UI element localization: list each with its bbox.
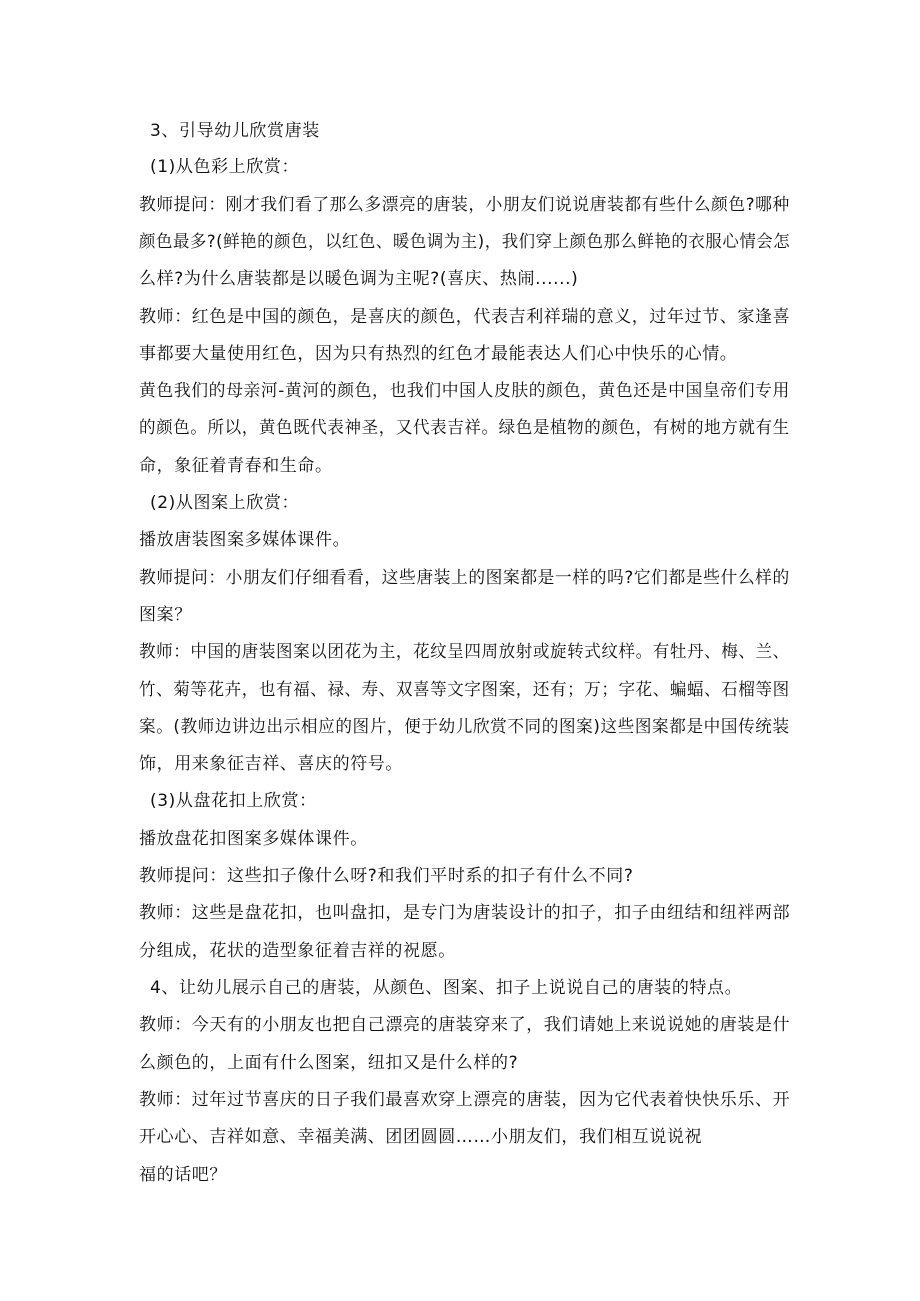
- paragraph-line: 么样?为什么唐装都是以暖色调为主呢?(喜庆、热闹......): [139, 269, 579, 289]
- paragraph-line: 教师提问：这些扣子像什么呀?和我们平时系的扣子有什么不同?: [139, 866, 634, 886]
- paragraph-line: 教师提问：小朋友们仔细看看，这些唐装上的图案都是一样的吗?它们都是些什么样的: [139, 568, 790, 588]
- paragraph-line: 的颜色。所以，黄色既代表神圣，又代表吉祥。绿色是植物的颜色，有树的地方就有生: [139, 418, 790, 438]
- paragraph-line: 黄色我们的母亲河-黄河的颜色，也我们中国人皮肤的颜色，黄色还是中国皇帝们专用: [139, 381, 790, 401]
- paragraph-line: 事都要大量使用红色，因为只有热烈的红色才最能表达人们心中快乐的心情。: [139, 344, 738, 364]
- paragraph-line: 教师：红色是中国的颜色，是喜庆的颜色，代表吉利祥瑞的意义，过年过节、家逢喜: [139, 307, 791, 327]
- paragraph-line: 播放唐装图案多媒体课件。: [139, 530, 351, 550]
- paragraph-line: 教师：过年过节喜庆的日子我们最喜欢穿上漂亮的唐装，因为它代表着快快乐乐、开: [139, 1090, 791, 1110]
- subheading-buttons: (3)从盘花扣上欣赏：: [150, 791, 317, 811]
- paragraph-line: 颜色最多?(鲜艳的颜色，以红色、暖色调为主)，我们穿上颜色那么鲜艳的衣服心情会怎: [139, 232, 791, 252]
- paragraph-line: 竹、菊等花卉，也有福、禄、寿、双喜等文字图案，还有；万；字花、蝙蝠、石榴等图: [139, 680, 790, 700]
- paragraph-line: 教师：中国的唐装图案以团花为主，花纹呈四周放射或旋转式纹样。有牡丹、梅、兰、: [139, 642, 790, 662]
- paragraph-line: 分组成，花状的造型象征着吉祥的祝愿。: [139, 941, 456, 961]
- paragraph-line: 教师提问：刚才我们看了那么多漂亮的唐装，小朋友们说说唐装都有些什么颜色?哪种: [139, 195, 790, 215]
- paragraph-line: 开心心、吉祥如意、幸福美满、团团圆圆……小朋友们，我们相互说说祝: [139, 1127, 703, 1147]
- paragraph-line: 福的话吧？: [139, 1165, 227, 1185]
- heading-section-4: 4、让幼儿展示自己的唐装，从颜色、图案、扣子上说说自己的唐装的特点。: [150, 978, 743, 998]
- paragraph-line: 图案？: [139, 605, 192, 625]
- paragraph-line: 案。(教师边讲边出示相应的图片，便于幼儿欣赏不同的图案)这些图案都是中国传统装: [139, 717, 790, 737]
- subheading-pattern: (2)从图案上欣赏：: [150, 493, 300, 513]
- paragraph-line: 教师：这些是盘花扣，也叫盘扣，是专门为唐装设计的扣子，扣子由纽结和纽袢两部: [139, 903, 791, 923]
- subheading-color: (1)从色彩上欣赏：: [150, 157, 300, 177]
- heading-section-3: 3、引导幼儿欣赏唐装: [150, 121, 320, 141]
- paragraph-line: 教师：今天有的小朋友也把自己漂亮的唐装穿来了，我们请她上来说说她的唐装是什: [139, 1015, 791, 1035]
- paragraph-line: 饰，用来象征吉祥、喜庆的符号。: [139, 754, 403, 774]
- paragraph-line: 命，象征着青春和生命。: [139, 456, 333, 476]
- paragraph-line: 播放盘花扣图案多媒体课件。: [139, 829, 368, 849]
- paragraph-line: 么颜色的，上面有什么图案，纽扣又是什么样的?: [139, 1053, 519, 1073]
